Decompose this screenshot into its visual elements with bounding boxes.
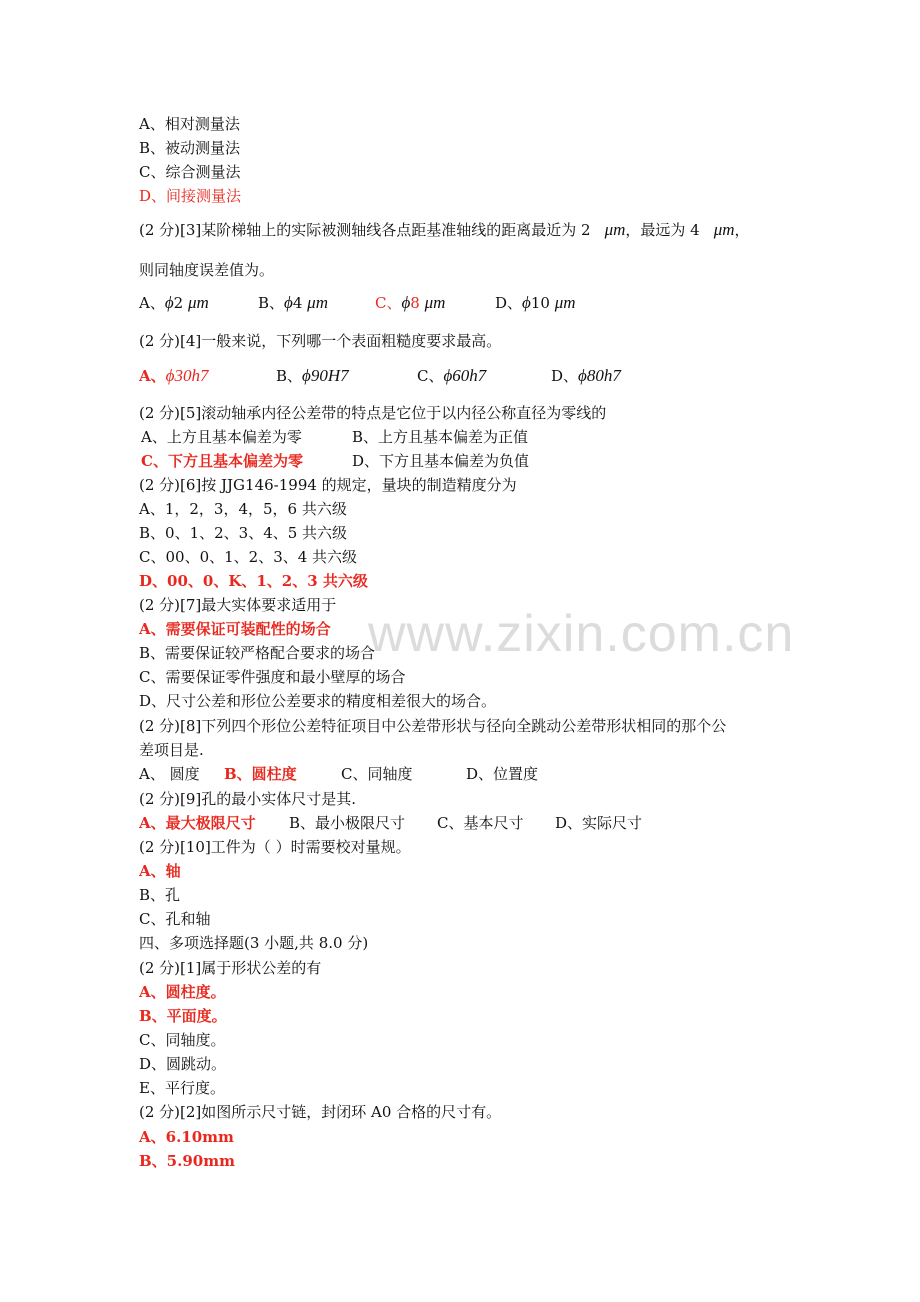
q3-option-a-unit: μm — [187, 293, 209, 312]
unit-min: μm — [604, 220, 626, 239]
q6-option-a: A、1，2，3，4，5，6 共六级 — [139, 500, 347, 518]
q3-option-d-value: 10 — [530, 294, 550, 312]
q10-option-a-answer: A、轴 — [139, 862, 181, 880]
q9-option-d: D、实际尺寸 — [555, 814, 643, 832]
question-3-end: ， — [734, 221, 750, 239]
phi-symbol: ϕ — [284, 293, 293, 312]
q3-option-d-unit: μm — [554, 293, 576, 312]
q3-option-a-value: 2 — [173, 294, 184, 312]
q3-option-b — [258, 293, 328, 313]
option-a: A、相对测量法 — [139, 115, 240, 133]
q10-option-b: B、孔 — [139, 886, 181, 904]
question-8-line2: 差项目是. — [139, 741, 204, 759]
q6-option-c: C、00、0、1、2、3、4 共六级 — [139, 548, 358, 566]
q9-option-c: C、基本尺寸 — [437, 814, 524, 832]
watermark: www.zixin.com.cn — [368, 605, 795, 663]
q9-option-b: B、最小极限尺寸 — [289, 814, 406, 832]
q6-option-b: B、0、1、2、3、4、5 共六级 — [139, 524, 348, 542]
q5-option-b: B、上方且基本偏差为正值 — [352, 428, 529, 446]
q10-option-c: C、孔和轴 — [139, 910, 211, 928]
q4-option-b — [276, 366, 349, 386]
q7-option-a-answer: A、需要保证可装配性的场合 — [139, 620, 331, 638]
question-3 — [139, 220, 750, 240]
q7-option-c: C、需要保证零件强度和最小壁厚的场合 — [139, 668, 406, 686]
phi-symbol: ϕ — [401, 293, 411, 312]
option-d-answer: D、间接测量法 — [139, 187, 242, 205]
question-9: (2 分)[9]孔的最小实体尺寸是其. — [139, 790, 357, 808]
q9-option-a-answer: A、最大极限尺寸 — [139, 814, 256, 832]
option-b: B、被动测量法 — [139, 139, 241, 157]
m1-option-b-answer: B、平面度。 — [139, 1007, 227, 1025]
q3-option-b-unit: μm — [307, 293, 328, 312]
m1-option-e: E、平行度。 — [139, 1079, 225, 1097]
question-3-line2: 则同轴度误差值为。 — [139, 261, 275, 279]
q3-option-c-label: C、 — [375, 294, 402, 312]
question-7: (2 分)[7]最大实体要求适用于 — [139, 596, 337, 614]
phi-symbol: ϕ — [522, 293, 531, 312]
phi-symbol: ϕ — [164, 293, 174, 312]
q4-option-a-label: A、 — [139, 367, 166, 385]
multi-question-2: (2 分)[2]如图所示尺寸链，封闭环 A0 合格的尺寸有。 — [139, 1103, 502, 1121]
q4-option-a-answer — [139, 366, 208, 386]
m1-option-d: D、圆跳动。 — [139, 1055, 227, 1073]
question-4: (2 分)[4]一般来说，下列哪一个表面粗糙度要求最高。 — [139, 332, 502, 350]
q4-option-d — [551, 366, 621, 386]
q3-option-a-label: A、 — [139, 294, 165, 312]
q4-option-d-value: ϕ80h7 — [578, 366, 621, 385]
question-3-mid: ，最远为 4 — [625, 221, 700, 239]
q7-option-b: B、需要保证较严格配合要求的场合 — [139, 644, 376, 662]
question-3-text: (2 分)[3]某阶梯轴上的实际被测轴线各点距基准轴线的距离最近为 2 — [139, 221, 591, 239]
multi-question-1: (2 分)[1]属于形状公差的有 — [139, 959, 322, 977]
q4-option-c — [417, 366, 486, 386]
q4-option-b-label: B、 — [276, 367, 303, 385]
option-c: C、综合测量法 — [139, 163, 241, 181]
q5-option-d: D、下方且基本偏差为负值 — [352, 452, 530, 470]
q4-option-c-value: ϕ60h7 — [443, 366, 487, 385]
question-8: (2 分)[8]下列四个形位公差特征项目中公差带形状与径向全跳动公差带形状相同的那个公 — [139, 717, 727, 735]
q3-option-b-value: 4 — [292, 294, 303, 312]
section-heading: 四、多项选择题(3 小题,共 8.0 分) — [139, 934, 369, 952]
q5-option-a: A、上方且基本偏差为零 — [141, 428, 302, 446]
q3-option-c-unit: μm — [424, 293, 446, 312]
q4-option-a-value: ϕ30h7 — [165, 366, 209, 385]
question-6: (2 分)[6]按 JJG146-1994 的规定，量块的制造精度分为 — [139, 476, 517, 494]
q8-option-c: C、同轴度 — [341, 765, 413, 783]
m2-option-a-answer: A、6.10mm — [139, 1128, 234, 1146]
q5-option-c-answer: C、下方且基本偏差为零 — [141, 452, 303, 470]
q4-option-b-value: ϕ90H7 — [302, 366, 349, 385]
q4-option-c-label: C、 — [417, 367, 444, 385]
q8-option-a: A、 圆度 — [139, 765, 200, 783]
q4-option-d-label: D、 — [551, 367, 579, 385]
question-5: (2 分)[5]滚动轴承内径公差带的特点是它位于以内径公称直径为零线的 — [139, 404, 607, 422]
q8-option-b-answer: B、圆柱度 — [224, 765, 297, 783]
q3-option-d — [495, 293, 576, 313]
m1-option-a-answer: A、圆柱度。 — [139, 983, 226, 1001]
q3-option-d-label: D、 — [495, 294, 523, 312]
q3-option-c-value: 8 — [410, 294, 420, 312]
question-10: (2 分)[10]工件为（ ）时需要校对量规。 — [139, 838, 411, 856]
q6-option-d-answer: D、00、0、K、1、2、3 共六级 — [139, 572, 368, 590]
q7-option-d: D、尺寸公差和形位公差要求的精度相差很大的场合。 — [139, 692, 497, 710]
q3-option-b-label: B、 — [258, 294, 285, 312]
q3-option-a — [139, 293, 209, 313]
unit-max: μm — [713, 220, 735, 239]
m1-option-c: C、同轴度。 — [139, 1031, 226, 1049]
q3-option-c-answer — [375, 293, 445, 313]
q8-option-d: D、位置度 — [466, 765, 539, 783]
m2-option-b-answer: B、5.90mm — [139, 1152, 235, 1170]
